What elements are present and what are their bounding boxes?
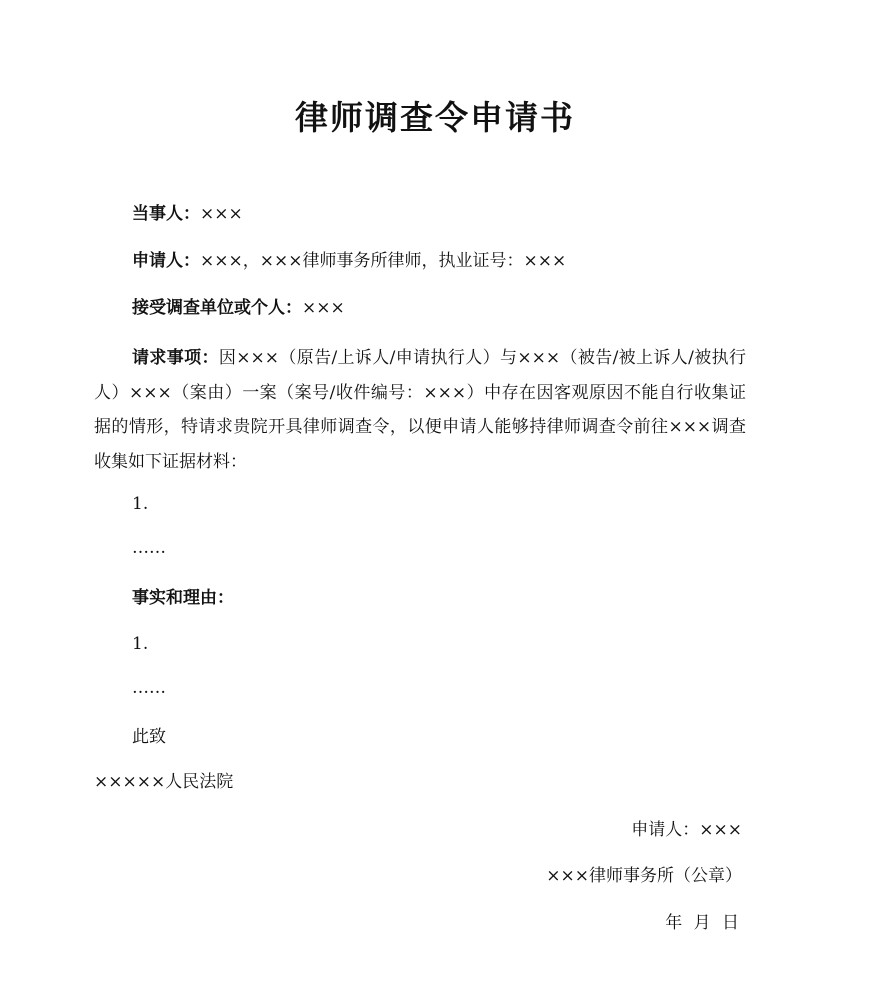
applicant-value: ×××，×××律师事务所律师，执业证号：××× bbox=[200, 251, 567, 271]
facts-item-1: 1. bbox=[132, 634, 149, 654]
recipient-line bbox=[132, 295, 345, 321]
request-text: 因×××（原告/上诉人/申请执行人）与×××（被告/被上诉人/被执行人）×××（案由）一案（案号/收件编号：×××）中存在因客观原因不能自行收集证据的情形，特请求贵院开具律师调查令，以便申请人能够持律师调查令前往×××调查收集如下证据材料： bbox=[94, 348, 747, 472]
party-label: 当事人： bbox=[132, 204, 200, 224]
party-value: ××× bbox=[200, 204, 243, 224]
applicant-line bbox=[132, 248, 566, 274]
recipient-value: ××× bbox=[302, 298, 345, 318]
applicant-label: 申请人： bbox=[132, 251, 200, 271]
facts-label: 事实和理由： bbox=[132, 588, 234, 608]
request-ellipsis: …… bbox=[132, 538, 166, 558]
sign-firm: ×××律师事务所（公章） bbox=[546, 866, 742, 886]
recipient-label: 接受调查单位或个人： bbox=[132, 298, 302, 318]
court-name: ×××××人民法院 bbox=[94, 772, 234, 792]
request-label: 请求事项： bbox=[132, 348, 219, 368]
sign-applicant: 申请人：××× bbox=[631, 820, 742, 840]
salutation: 此致 bbox=[132, 727, 166, 747]
party-line bbox=[132, 201, 243, 227]
sign-date: 年 月 日 bbox=[665, 913, 742, 933]
request-item-1: 1. bbox=[132, 494, 149, 514]
facts-ellipsis: …… bbox=[132, 678, 166, 698]
request-paragraph bbox=[94, 341, 746, 479]
document-title: 律师调查令申请书 bbox=[295, 98, 575, 137]
